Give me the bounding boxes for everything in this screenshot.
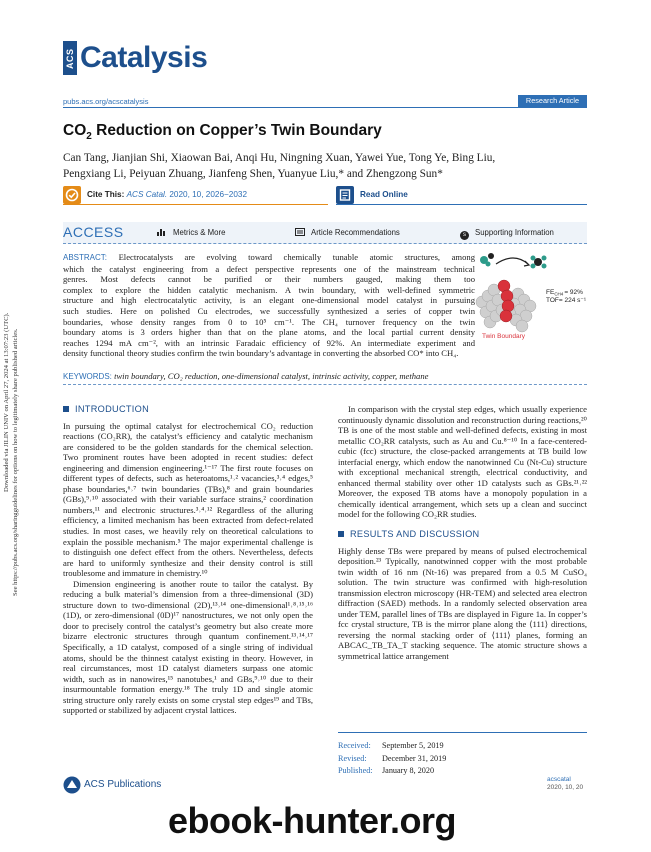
- metrics-link[interactable]: Metrics & More: [157, 228, 225, 237]
- bar-chart-icon: [157, 228, 167, 236]
- recommendations-link[interactable]: Article Recommendations: [295, 228, 400, 237]
- cite-box: [63, 186, 328, 205]
- authors-line-1: Can Tang, Jianjian Shi, Xiaowan Bai, Anqi Hu, Ningning Xuan, Yawei Yue, Tong Ye, Bing Liu,: [63, 152, 496, 164]
- read-online-label: Read Online: [360, 190, 408, 199]
- read-online-icon: [336, 186, 354, 204]
- right-column: [338, 404, 587, 662]
- header-rule: [63, 107, 587, 108]
- download-note: Downloaded via JILIN UNIV on April 27, 2024 at 13:07:23 (UTC).: [3, 312, 10, 492]
- intro-paragraph-1: In pursuing the optimal catalyst for electrochemical CO₂ reduction reactions (CO₂RR), the catalyst’s efficiency and catalytic mechanism are considered to be the golden standards for the chemical selection. Two prominent routes have been adopted in recent studies: defect engineering and dimension engineering.¹⁻¹⁷ The first route focuses on different types of defects, such as heteroatoms,¹˒² vacancies,³˒⁴ edges,⁵ phase boundaries,⁶˒⁷ twin boundaries (TBs),⁸ and grain boundaries (GBs),⁹˒¹⁰ associated with their variable surface strains,² coordination numbers,¹¹ and electronic structures.³˒⁴˒¹² Regardless of the alluring efficiency, a limited mechanism has been extracted from defect-related studies. In most cases, we heavily rely on theoretical calculations to explain the possible mechanism.⁵ The major experimental challenge is to distinguish one defect effect from the others. Nevertheless, defects are hard to uniformly synthesize and their density control is still troublesome and immature in chemistry.¹⁰: [63, 420, 313, 579]
- abstract-rule: [63, 384, 587, 386]
- acs-publications-logo-icon: [63, 776, 81, 794]
- svg-text:Twin Boundary: Twin Boundary: [482, 333, 525, 340]
- journal-url[interactable]: pubs.acs.org/acscatalysis: [63, 97, 149, 106]
- supporting-info-link[interactable]: s Supporting Information: [460, 228, 554, 240]
- read-online-box[interactable]: [336, 186, 587, 205]
- article-title: $CO_2$ Reduction on Copper’s Twin Boundary: [63, 122, 382, 143]
- toc-graphic: [474, 250, 589, 342]
- results-heading: RESULTS AND DISCUSSION: [338, 529, 587, 540]
- left-column: [63, 404, 313, 716]
- authors-line-2: Pengxiang Li, Peiyuan Zhuang, Jianfeng Shen, Yuanyue Liu,* and Zhengzong Sun*: [63, 168, 443, 180]
- svg-text:FECH4= 92%: $FE_{CH4}= 92\%$: [546, 289, 583, 297]
- cite-text[interactable]: Cite This: ACS Catal. 2020, 10, 2026−2032: [87, 190, 247, 199]
- cite-icon[interactable]: [63, 186, 81, 204]
- author-list: [63, 150, 495, 182]
- journal-logo[interactable]: [63, 41, 221, 75]
- acs-publications-label[interactable]: ACS Publications: [84, 779, 162, 790]
- dates-list: Received: September 5, 2019 Revised: December 31, 2019 Published: January 8, 2020: [338, 741, 447, 775]
- intro-paragraph-2: Dimension engineering is another route to tailor the catalyst. By reducing a bulk material’s dimension from a three-dimensional (3D) structure down to two-dimensional (2D),¹³˒¹⁴ one-dimensional¹˒⁸˒¹⁵˒¹⁶ (1D), or zero-dimensional (0D)¹⁷ nanostructures, we not only open the door to precisely control the catalyst’s geometry but also create more bizarre electronic structures through quantum confinement.¹³˒¹⁴˒¹⁷ Specifically, a 1D catalyst, composed of a single string of individual atoms, should be the thinnest catalyst existing in theory. However, in real circumstances, most 1D catalyst diameters surpass one atomic width, such as in nanowires,¹⁵ nanotubes,¹ and GBs,⁹˒¹⁰ due to their insurmountable formation energy.¹⁸ The truly 1D and single atomic string structure only rarely exists on some crystal step edges¹⁹ and TBs, supported or stabilized by adjacent crystal lattices.: [63, 578, 313, 716]
- watermark-text: ebook-hunter.org: [168, 800, 456, 841]
- logo-catalysis-text: Catalysis: [80, 41, 208, 74]
- dates-block: [338, 732, 587, 733]
- right-paragraph-1: In comparison with the crystal step edges, which usually experience continuously dynamic dissolution and reconstruction during reactions,²⁰ TB is one of the most stable and well-defined defects, existing in most metallic CO₂RR catalysts, such as Au and Cu.⁸⁻¹⁰ In a face-centered-cubic (fcc) structure, the close-packed arrangements at TB build low interfacial energy, which endow the nanotwinned Cu (Nt-Cu) structure with exceptional mechanical strength, electrical conductivity, and enhanced thermal stability over other 1D catalysts such as GBs.²¹˒²² Moreover, the exposed TB atoms have a monopoly population in a chemically identical arrangement, which sets up a clean and succinct model for the following CO₂RR studies.: [338, 404, 587, 520]
- introduction-heading: INTRODUCTION: [63, 404, 313, 415]
- info-icon: s: [460, 231, 469, 240]
- footer-right-text[interactable]: acscatal 2020, 10, 20: [547, 776, 584, 791]
- article-type-badge: Research Article: [518, 95, 587, 107]
- sharing-note: See https://pubs.acs.org/sharingguidelines for options on how to legitimately share published articles.: [12, 328, 19, 596]
- svg-text:TOF= 224 s⁻¹: TOF= 224 s⁻¹: [546, 297, 586, 304]
- logo-acs-text: ACS: [65, 48, 75, 69]
- twin-boundary-illustration: [474, 250, 589, 342]
- results-paragraph-1: Highly dense TBs were prepared by means of pulsed electrochemical deposition.²³ Typically, nanotwinned copper with the most probable twin width of 16 nm (Nt-16) was prepared from a 0.5 M CuSO₄ solution. The twin structure was confirmed with high-resolution transmission electron microscopy (HR-TEM) and selected area electron diffraction (SAED) methods. In a randomly selected observation area under TEM, parallel lines of TBs are displayed in Figure 1a. In copper’s fcc crystal structure, TB is the mirror plane along the ⟨111⟩ directions, reversing the normal stacking order of ⟨111⟩ planes, forming an ABCAC_TB_TA_T stacking sequence. The atomic structure shows a symmetrical lattice arrangement: [338, 545, 587, 662]
- document-icon: [295, 228, 305, 236]
- access-bar: [63, 222, 587, 244]
- keywords: KEYWORDS: twin boundary, CO₂ reduction, one-dimensional catalyst, intrinsic activity, copper, methane: [63, 371, 429, 381]
- abstract-block: ABSTRACT: Electrocatalysts are evolving toward chemically tunable atomic structures, among which the catalyst engineering from a defect perspective represents one of the mainstream technical genres. Most defects cannot be purified or their numbers gauged, making them too complex to explore the hidden catalytic mechanism. A twin boundary, with well-defined symmetric structure and high electrocatalytic activity, is an elegant one-dimensional model catalyst in pursuing such studies. Here on polished Cu electrodes, we successfully synthesized a series of copper twin boundaries, whose density ranges from 0 to 10⁵ cm⁻¹. The CH₄ turnover frequency on the twin boundary atoms is 3 orders higher than that on the plane atoms, and the local partial current density reaches 1294 mA cm⁻², with an intrinsic Faradaic efficiency of 92%. An intermediate experiment and density functional theory studies confirm the twin boundary’s advantage in converting the absorbed CO* into CH₄.: [63, 252, 475, 359]
- access-label: ACCESS: [63, 224, 124, 240]
